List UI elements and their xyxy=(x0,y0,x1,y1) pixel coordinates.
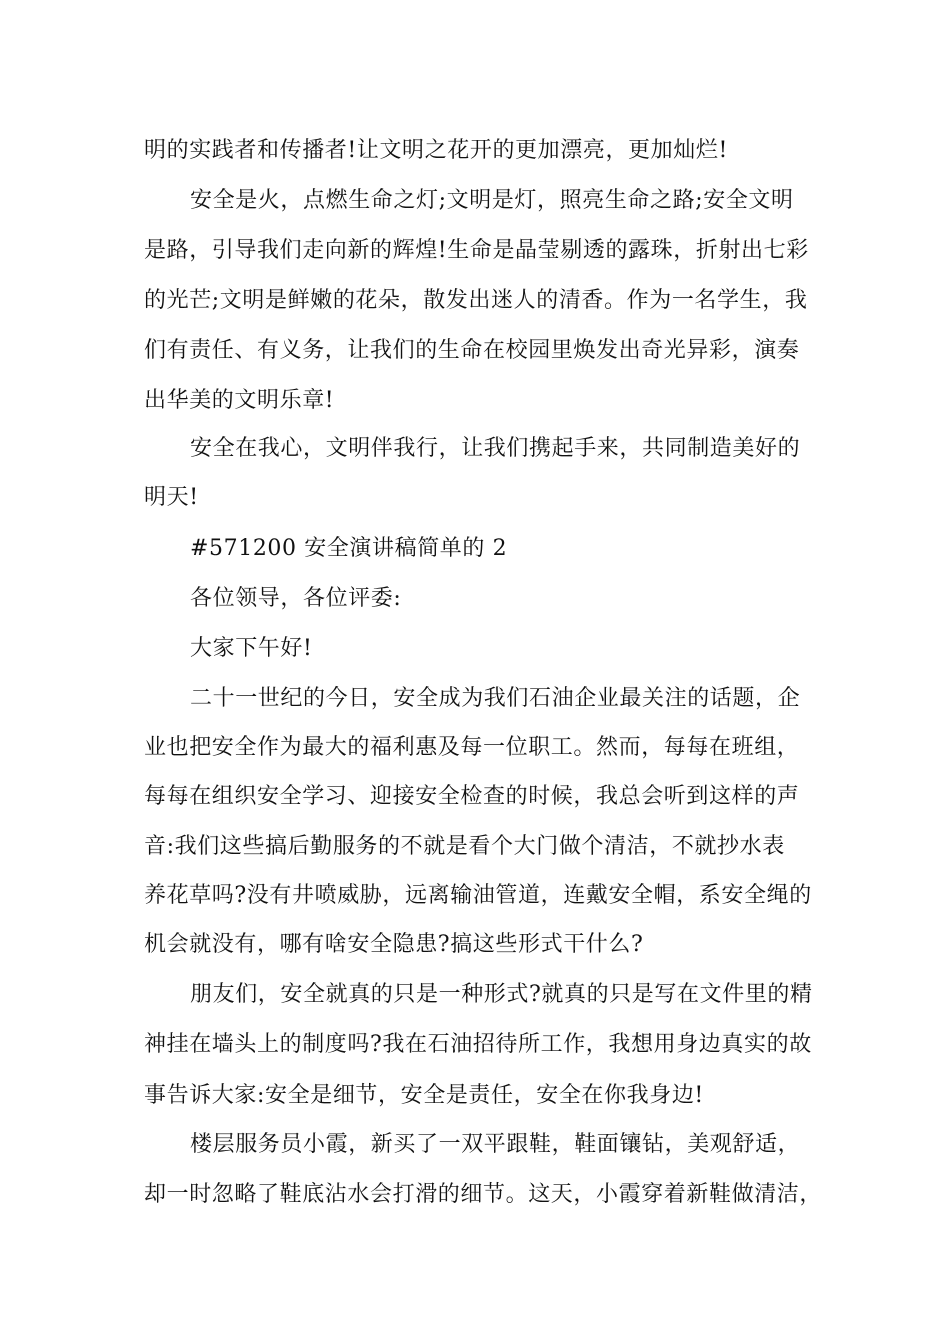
text-line: 音:我们这些搞后勤服务的不就是看个大门做个清洁，不就抄水表 xyxy=(144,834,785,859)
text-line: 二十一世纪的今日，安全成为我们石油企业最关注的话题，企 xyxy=(190,686,801,711)
text-line: 事告诉大家:安全是细节，安全是责任，安全在你我身边! xyxy=(144,1083,704,1108)
text-line: 的光芒;文明是鲜嫩的花朵，散发出迷人的清香。作为一名学生，我 xyxy=(144,288,808,313)
text-line: 养花草吗?没有井喷威胁，远离输油管道，连戴安全帽，系安全绳的 xyxy=(144,883,812,908)
text-line: 机会就没有，哪有啥安全隐患?搞这些形式干什么? xyxy=(144,932,644,957)
text-line: 大家下午好! xyxy=(190,636,313,661)
text-line: 却一时忽略了鞋底沾水会打滑的细节。这天，小霞穿着新鞋做清洁， xyxy=(144,1182,823,1207)
text-line: 安全在我心，文明伴我行，让我们携起手来，共同制造美好的 xyxy=(190,436,801,461)
text-line: 每每在组织安全学习、迎接安全检查的时候，我总会听到这样的声 xyxy=(144,784,800,809)
text-line: 朋友们，安全就真的只是一种形式?就真的只是写在文件里的精 xyxy=(190,982,813,1007)
text-line: 明天! xyxy=(144,485,199,510)
text-line: 安全是火，点燃生命之灯;文明是灯，照亮生命之路;安全文明 xyxy=(190,188,794,213)
text-line: 们有责任、有义务，让我们的生命在校园里焕发出奇光异彩，演奏 xyxy=(144,338,800,363)
text-line: 各位领导，各位评委: xyxy=(190,586,402,611)
section-heading: #571200 安全演讲稿简单的 2 xyxy=(190,536,508,561)
text-line: 明的实践者和传播者!让文明之花开的更加漂亮，更加灿烂! xyxy=(144,138,728,163)
text-line: 神挂在墙头上的制度吗?我在石油招待所工作，我想用身边真实的故 xyxy=(144,1032,812,1057)
text-line: 是路，引导我们走向新的辉煌!生命是晶莹剔透的露珠，折射出七彩 xyxy=(144,238,809,263)
text-line: 出华美的文明乐章! xyxy=(144,388,335,413)
text-line: 业也把安全作为最大的福利惠及每一位职工。然而，每每在班组， xyxy=(144,735,800,760)
text-line: 楼层服务员小霞，新买了一双平跟鞋，鞋面镶钻，美观舒适， xyxy=(190,1132,801,1157)
